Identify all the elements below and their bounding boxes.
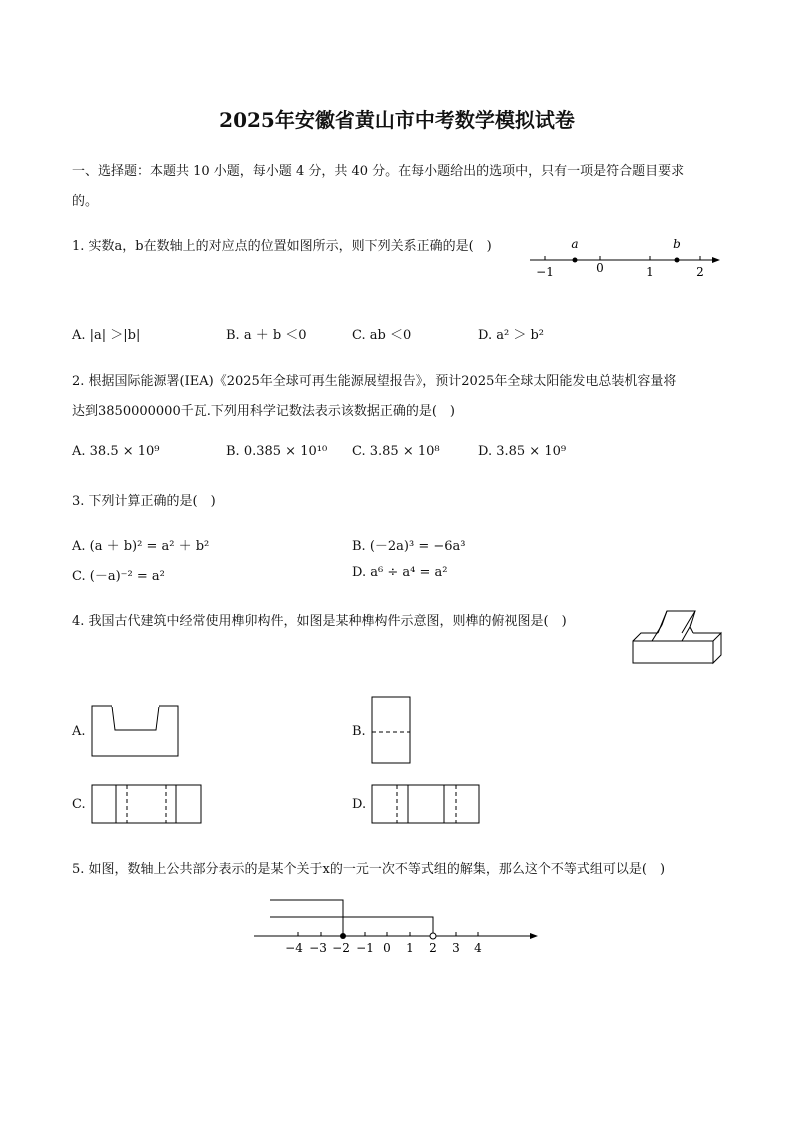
- tick-label: −2: [332, 941, 350, 955]
- q3-option-a[interactable]: A. (a ＋ b)² = a² ＋ b²: [72, 539, 210, 554]
- q2-stem-line2: 达到3850000000千瓦.下列用科学记数法表示该数据正确的是( ): [72, 404, 455, 419]
- point-a: [573, 258, 578, 263]
- point-b-label: b: [673, 237, 681, 251]
- tick-label: −1: [536, 265, 554, 279]
- tick-label: 0: [383, 941, 391, 955]
- q1-number-line-figure: [520, 230, 725, 285]
- tick-label: 4: [474, 941, 482, 955]
- q4-option-c-label[interactable]: C.: [72, 797, 86, 812]
- tick-label: 1: [646, 265, 654, 279]
- closed-point: [340, 933, 346, 939]
- q4-option-d-figure[interactable]: [372, 785, 484, 827]
- q5-stem: 5. 如图，数轴上公共部分表示的是某个关于x的一元一次不等式组的解集，那么这个不等式组可以是( ): [72, 862, 666, 877]
- q2-option-c[interactable]: C. 3.85 × 10⁸: [352, 444, 440, 459]
- q3-option-b[interactable]: B. (－2a)³ = −6a³: [352, 539, 466, 554]
- tick-label: 0: [596, 261, 604, 275]
- q2-option-a[interactable]: A. 38.5 × 10⁹: [72, 444, 160, 459]
- q1-option-a[interactable]: A. |a| ＞|b|: [72, 328, 141, 343]
- q1-option-c[interactable]: C. ab ＜0: [352, 328, 412, 343]
- tick-label: −4: [285, 941, 303, 955]
- point-b: [675, 258, 680, 263]
- q3-option-c[interactable]: C. (－a)⁻² = a²: [72, 569, 165, 584]
- tick-label: 2: [429, 941, 437, 955]
- q4-option-a-figure[interactable]: [92, 706, 182, 758]
- q4-option-b-figure[interactable]: [372, 697, 414, 767]
- point-a-label: a: [571, 237, 579, 251]
- q2-option-b[interactable]: B. 0.385 × 10¹⁰: [226, 444, 328, 459]
- open-point: [430, 933, 436, 939]
- q4-stem: 4. 我国古代建筑中经常使用榫卯构件，如图是某种榫构件示意图，则榫的俯视图是( ): [72, 614, 567, 629]
- q1-option-d[interactable]: D. a² ＞ b²: [478, 328, 544, 343]
- q4-option-a-label[interactable]: A.: [72, 724, 86, 739]
- tick-label: −1: [356, 941, 374, 955]
- q1-option-b[interactable]: B. a ＋ b ＜0: [226, 328, 307, 343]
- tick-label: 2: [696, 265, 704, 279]
- q2-stem-line1: 2. 根据国际能源署(IEA)《2025年全球可再生能源展望报告》，预计2025年全球太阳能发电总装机容量将: [72, 374, 677, 389]
- q5-number-line-figure: [250, 892, 545, 962]
- q3-option-d[interactable]: D. a⁶ ÷ a⁴ = a²: [352, 565, 448, 580]
- q3-stem: 3. 下列计算正确的是( ): [72, 494, 216, 509]
- tick-label: 3: [452, 941, 460, 955]
- q1-stem: 1. 实数a，b在数轴上的对应点的位置如图所示，则下列关系正确的是( ): [72, 239, 492, 254]
- q4-option-d-label[interactable]: D.: [352, 797, 367, 812]
- q4-tenon-3d-figure: [625, 605, 730, 670]
- q4-option-c-figure[interactable]: [92, 785, 204, 827]
- tick-label: −3: [309, 941, 327, 955]
- page-title: 2025年安徽省黄山市中考数学模拟试卷: [219, 108, 575, 132]
- q4-option-b-label[interactable]: B.: [352, 724, 366, 739]
- tick-label: 1: [406, 941, 414, 955]
- q2-option-d[interactable]: D. 3.85 × 10⁹: [478, 444, 567, 459]
- section-heading-line1: 一、选择题：本题共 10 小题，每小题 4 分，共 40 分。在每小题给出的选项中，只有一项是符合题目要求: [72, 164, 685, 179]
- section-heading-line2: 的。: [72, 194, 99, 209]
